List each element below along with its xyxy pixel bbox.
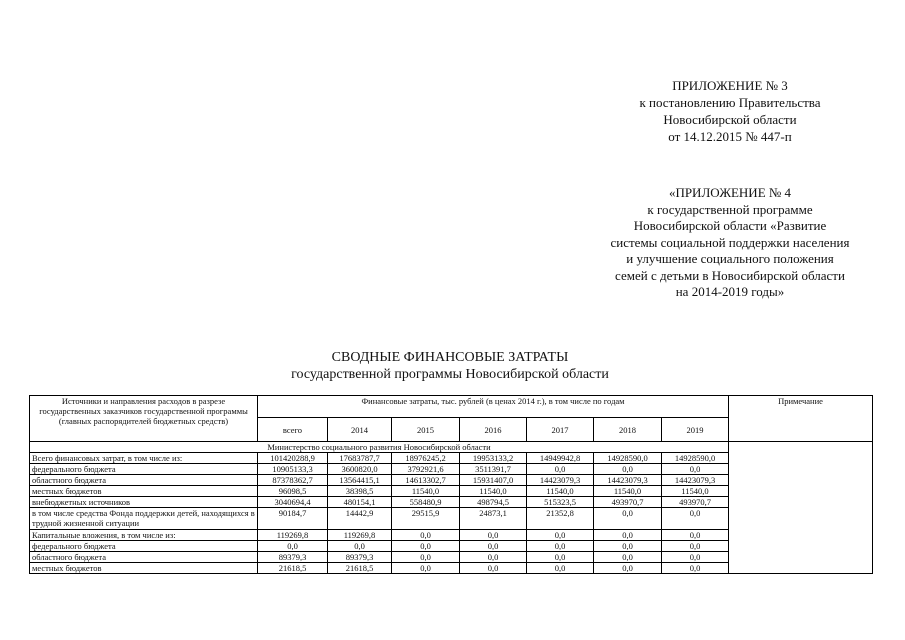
appendix-3-line: от 14.12.2015 № 447-п: [668, 129, 792, 144]
value-cell: 89379,3: [258, 552, 328, 563]
document-title: [250, 349, 650, 383]
financial-costs-table: [29, 395, 873, 574]
value-cell: 11540,0: [460, 486, 527, 497]
row-label: местных бюджетов: [30, 563, 258, 574]
value-cell: 0,0: [460, 530, 527, 541]
value-cell: 0,0: [460, 541, 527, 552]
value-cell: 89379,3: [328, 552, 392, 563]
row-label: Капитальные вложения, в том числе из:: [30, 530, 258, 541]
value-cell: 14423079,3: [662, 475, 729, 486]
value-cell: 10905133,3: [258, 464, 328, 475]
value-cell: 3511391,7: [460, 464, 527, 475]
title-line-1: СВОДНЫЕ ФИНАНСОВЫЕ ЗАТРАТЫ: [331, 350, 569, 365]
value-cell: 0,0: [594, 530, 662, 541]
appendix-4-line: системы социальной поддержки населения: [610, 234, 850, 250]
value-cell: 21618,5: [258, 563, 328, 574]
value-cell: 11540,0: [527, 486, 594, 497]
value-cell: 0,0: [662, 541, 729, 552]
appendix-3-line: Новосибирской области: [663, 112, 797, 127]
appendix-4-line: семей с детьми в Новосибирской области: [615, 267, 845, 283]
value-cell: 24873,1: [460, 508, 527, 530]
value-cell: 0,0: [392, 541, 460, 552]
value-cell: 0,0: [392, 530, 460, 541]
value-cell: 0,0: [594, 563, 662, 574]
value-cell: 15931407,0: [460, 475, 527, 486]
appendix-4-line: Новосибирской области «Развитие: [633, 218, 827, 233]
value-cell: 38398,5: [328, 486, 392, 497]
value-cell: 11540,0: [662, 486, 729, 497]
value-cell: 19953133,2: [460, 453, 527, 464]
value-cell: 493970,7: [662, 497, 729, 508]
row-label: федерального бюджета: [30, 464, 258, 475]
row-label: в том числе средства Фонда поддержки детей, находящихся в трудной жизненной ситуации: [30, 508, 258, 530]
value-cell: 0,0: [527, 541, 594, 552]
value-cell: 0,0: [662, 530, 729, 541]
title-line-2: государственной программы Новосибирской области: [291, 367, 609, 382]
value-cell: 101420288,9: [258, 453, 328, 464]
year-col-header: 2015: [392, 418, 460, 442]
value-cell: 498794,5: [460, 497, 527, 508]
year-col-header: 2014: [328, 418, 392, 442]
value-cell: 0,0: [594, 464, 662, 475]
financial-costs-table-wrapper: [29, 395, 873, 574]
value-cell: 0,0: [662, 552, 729, 563]
appendix-4-line: на 2014-2019 годы»: [675, 284, 785, 299]
value-cell: 0,0: [392, 563, 460, 574]
year-col-header: 2016: [460, 418, 527, 442]
value-cell: 0,0: [527, 464, 594, 475]
value-cell: 11540,0: [392, 486, 460, 497]
value-cell: 14928590,0: [594, 453, 662, 464]
header-note-cell: Примечание: [729, 396, 873, 442]
value-cell: 515323,5: [527, 497, 594, 508]
value-cell: 14423079,3: [527, 475, 594, 486]
value-cell: 29515,9: [392, 508, 460, 530]
row-label: местных бюджетов: [30, 486, 258, 497]
value-cell: 21352,8: [527, 508, 594, 530]
value-cell: 0,0: [662, 563, 729, 574]
value-cell: 0,0: [527, 530, 594, 541]
header-costs-cell: Финансовые затраты, тыс. рублей (в ценах 2014 г.), в том числе по годам: [258, 396, 729, 418]
value-cell: 0,0: [594, 508, 662, 530]
value-cell: 21618,5: [328, 563, 392, 574]
row-label: Всего финансовых затрат, в том числе из:: [30, 453, 258, 464]
section-row-ministry: Министерство социального развития Новосибирской области: [30, 442, 729, 453]
appendix-4-line: к государственной программе: [647, 201, 813, 217]
row-label: областного бюджета: [30, 475, 258, 486]
year-col-header: 2017: [527, 418, 594, 442]
value-cell: 0,0: [258, 541, 328, 552]
appendix-4-line: «ПРИЛОЖЕНИЕ № 4: [668, 185, 792, 200]
value-cell: 11540,0: [594, 486, 662, 497]
value-cell: 90184,7: [258, 508, 328, 530]
appendix-3-line: к постановлению Правительства: [639, 95, 821, 110]
value-cell: 3040694,4: [258, 497, 328, 508]
value-cell: 96098,5: [258, 486, 328, 497]
value-cell: 493970,7: [594, 497, 662, 508]
value-cell: 87378362,7: [258, 475, 328, 486]
value-cell: 18976245,2: [392, 453, 460, 464]
year-col-header: 2018: [594, 418, 662, 442]
value-cell: 0,0: [460, 552, 527, 563]
value-cell: 0,0: [594, 541, 662, 552]
value-cell: 119269,8: [328, 530, 392, 541]
row-label: областного бюджета: [30, 552, 258, 563]
value-cell: 17683787,7: [328, 453, 392, 464]
value-cell: 0,0: [392, 552, 460, 563]
value-cell: 119269,8: [258, 530, 328, 541]
year-col-header: всего: [258, 418, 328, 442]
value-cell: 0,0: [527, 563, 594, 574]
value-cell: 0,0: [662, 508, 729, 530]
value-cell: 14423079,3: [594, 475, 662, 486]
value-cell: 14613302,7: [392, 475, 460, 486]
note-cell: [729, 442, 873, 574]
appendix-4-header: [570, 185, 890, 301]
value-cell: 3600820,0: [328, 464, 392, 475]
appendix-3-line: ПРИЛОЖЕНИЕ № 3: [672, 78, 788, 93]
value-cell: 0,0: [594, 552, 662, 563]
value-cell: 0,0: [662, 464, 729, 475]
row-label: внебюджетных источников: [30, 497, 258, 508]
appendix-3-header: [600, 77, 860, 145]
appendix-4-line: и улучшение социального положения: [626, 251, 834, 266]
value-cell: 0,0: [328, 541, 392, 552]
value-cell: 0,0: [460, 563, 527, 574]
value-cell: 14928590,0: [662, 453, 729, 464]
row-label: федерального бюджета: [30, 541, 258, 552]
value-cell: 480154,1: [328, 497, 392, 508]
value-cell: 13564415,1: [328, 475, 392, 486]
value-cell: 0,0: [527, 552, 594, 563]
year-col-header: 2019: [662, 418, 729, 442]
value-cell: 558480,9: [392, 497, 460, 508]
value-cell: 3792921,6: [392, 464, 460, 475]
value-cell: 14442,9: [328, 508, 392, 530]
header-source-cell: Источники и направления расходов в разрезе государственных заказчиков государственной программы (главных распорядителей бюджетных средств): [30, 396, 258, 442]
value-cell: 14949942,8: [527, 453, 594, 464]
